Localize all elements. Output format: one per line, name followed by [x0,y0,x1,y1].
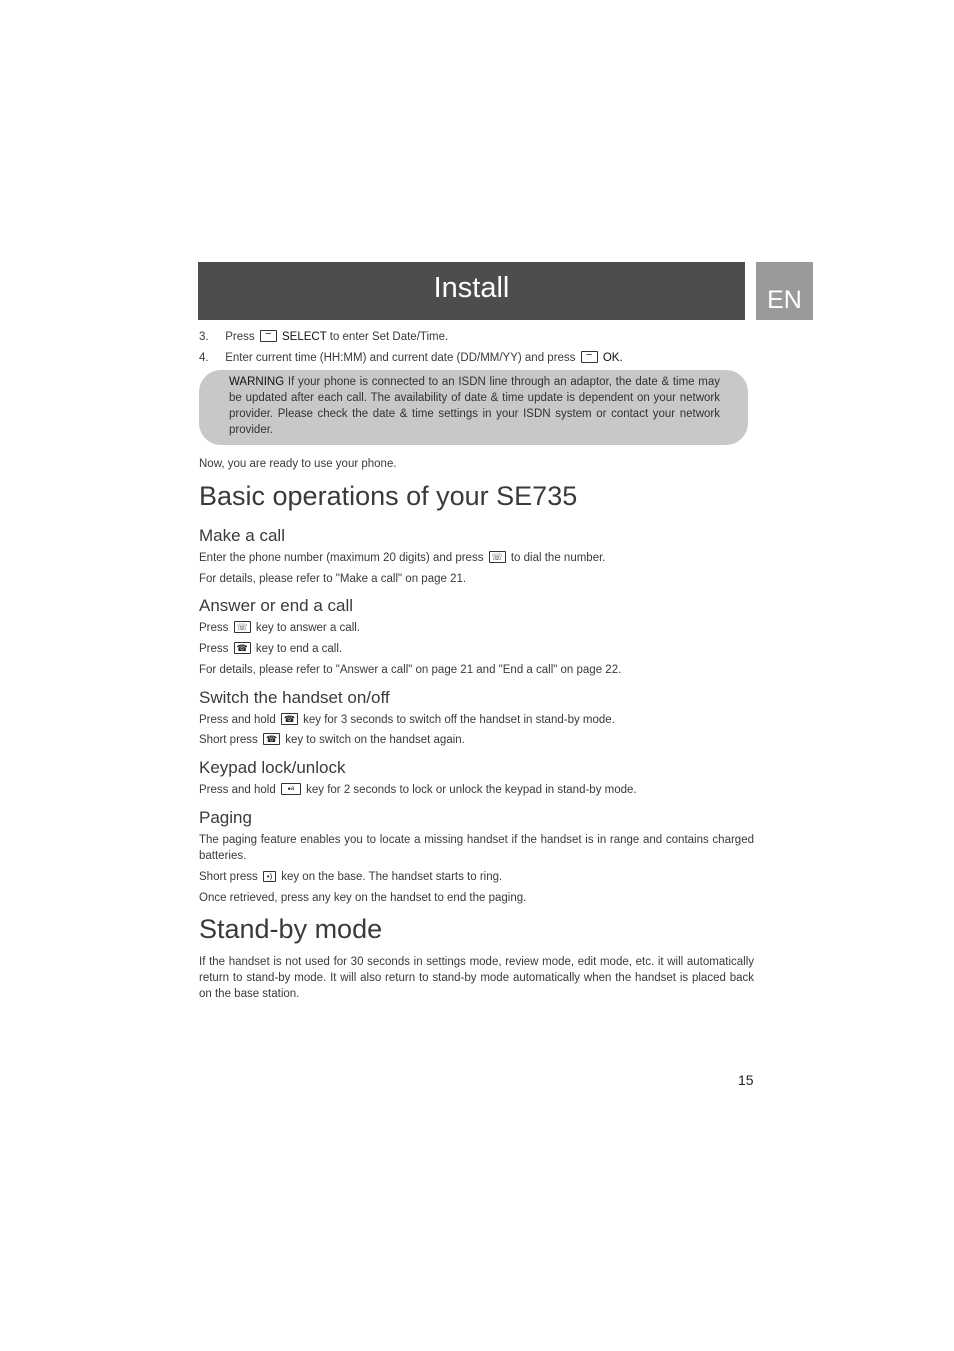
switch-line-1 [199,712,615,728]
answer-line-3: For details, please refer to "Answer a call" on page 21 and "End a call" on page 22. [199,664,622,676]
language-tab [756,262,813,320]
talk-key-icon: ☏ [234,621,251,633]
step-number: 4. [199,352,209,364]
switch-line-2 [199,732,465,748]
left-softkey-icon: − [581,351,598,363]
paging-key-icon: •) [263,871,276,882]
make-call-line-2: For details, please refer to "Make a call" on page 21. [199,573,467,585]
step-4 [199,350,623,366]
text: key for 3 seconds to switch off the handset in stand-by mode. [303,714,615,726]
standby-paragraph: If the handset is not used for 30 seconds in settings mode, review mode, edit mode, etc. it will automatically return to stand-by mode. It will also return to stand-by mode automatically when the handset is placed back on the base station. [199,956,754,1000]
text: Press [199,643,229,655]
step-text: Enter current time (HH:MM) and current date (DD/MM/YY) and press [225,352,576,364]
text: Press and hold [199,784,276,796]
make-call-heading: Make a call [199,526,285,545]
step-number: 3. [199,331,209,343]
text: Short press [199,734,258,746]
text: Press and hold [199,714,276,726]
text: key on the base. The handset starts to ring. [281,871,503,883]
ok-key-label: OK. [602,352,623,364]
answer-line-1 [199,620,360,636]
switch-handset-heading: Switch the handset on/off [199,688,390,707]
warning-text: If your phone is connected to an ISDN line through an adaptor, the date & time may be updated after each call. The availability of date & time update is dependent on your network provider. Please check the date & time settings in your ISDN system or contact your network provider. [229,376,720,436]
text: key to end a call. [255,643,343,655]
step-text: Press [225,331,255,343]
section-title: Install [433,272,510,304]
select-key-label: SELECT [282,331,327,343]
text: to dial the number. [510,552,606,564]
step-text: to enter Set Date/Time. [329,331,449,343]
end-key-icon: ☎ [263,733,280,745]
paging-line-3: Once retrieved, press any key on the handset to end the paging. [199,892,527,904]
paging-heading: Paging [199,808,252,827]
language-label: EN [767,285,802,314]
keypad-lock-heading: Keypad lock/unlock [199,758,346,777]
text: Enter the phone number (maximum 20 digits) and press [199,552,484,564]
end-key-icon: ☎ [234,642,251,654]
paging-paragraph: The paging feature enables you to locate a missing handset if the handset is in range and contains charged batteries. [199,834,754,862]
warning-text-block [229,374,720,438]
page-number: 15 [738,1072,754,1088]
warning-box [199,370,748,445]
left-softkey-icon: − [260,330,277,342]
ready-text: Now, you are ready to use your phone. [199,458,397,470]
keypad-line-1 [199,782,637,798]
text: key for 2 seconds to lock or unlock the keypad in stand-by mode. [306,784,637,796]
talk-key-icon: ☏ [489,551,506,563]
text: key to switch on the handset again. [285,734,465,746]
end-key-icon: ☎ [281,713,298,725]
make-call-line-1 [199,550,605,566]
text: key to answer a call. [255,622,360,634]
step-3 [199,329,448,345]
answer-call-heading: Answer or end a call [199,596,354,615]
text: Short press [199,871,258,883]
answer-line-2 [199,641,342,657]
hash-key-icon: •ᵃ [281,783,301,795]
text: Press [199,622,229,634]
warning-label: WARNING [229,376,285,388]
paging-line-2 [199,869,502,885]
section-header [198,262,745,320]
standby-title: Stand-by mode [199,914,383,944]
basic-operations-title: Basic operations of your SE735 [199,481,578,511]
